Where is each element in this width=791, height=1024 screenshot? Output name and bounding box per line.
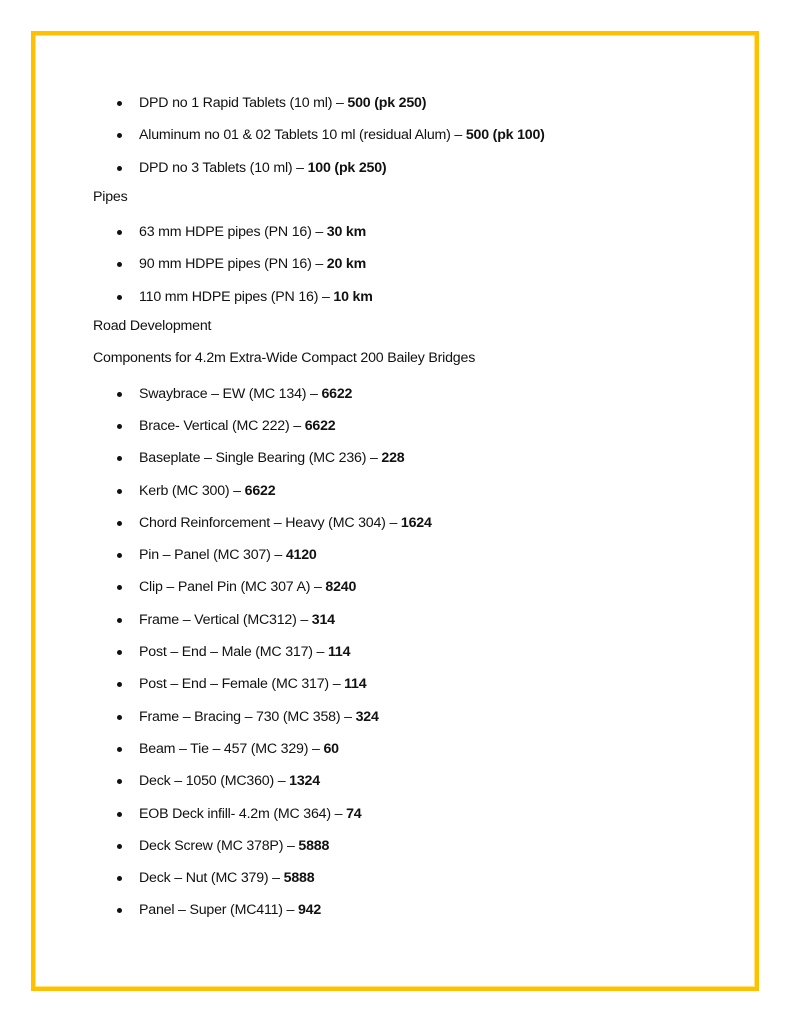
item-quantity: 1624 <box>400 514 432 531</box>
list-item <box>93 895 713 927</box>
list-item <box>93 637 713 669</box>
list-item <box>93 669 713 701</box>
bullet-icon <box>117 876 122 881</box>
bullet-icon <box>117 166 122 171</box>
item-label: DPD no 3 Tablets (10 ml) – <box>139 159 308 176</box>
bullet-icon <box>117 650 122 655</box>
bullet-icon <box>117 133 122 138</box>
section-heading-pipes: Pipes <box>93 188 128 205</box>
item-label: Deck Screw (MC 378P) – <box>139 837 299 854</box>
tablets-list <box>93 88 713 185</box>
item-quantity: 500 (pk 250) <box>347 95 427 111</box>
bullet-icon <box>117 230 122 235</box>
item-quantity: 228 <box>381 450 405 467</box>
list-item <box>93 799 713 831</box>
list-item <box>93 863 713 895</box>
document-content <box>93 88 713 928</box>
item-label: EOB Deck infill- 4.2m (MC 364) – <box>139 805 347 822</box>
item-label: Panel – Super (MC411) – <box>139 902 298 919</box>
list-item <box>93 766 713 798</box>
list-item <box>93 120 713 152</box>
list-item <box>93 508 713 540</box>
item-quantity: 100 (pk 250) <box>307 159 387 176</box>
list-item <box>93 734 713 766</box>
item-quantity: 114 <box>327 644 351 661</box>
item-quantity: 30 km <box>326 224 367 241</box>
list-item <box>93 702 713 734</box>
section-heading-road-development: Road Development <box>93 318 212 335</box>
item-label: 63 mm HDPE pipes (PN 16) – <box>139 224 327 241</box>
item-label: Deck – Nut (MC 379) – <box>139 870 284 887</box>
item-label: Deck – 1050 (MC360) – <box>139 773 290 790</box>
item-label: Beam – Tie – 457 (MC 329) – <box>139 740 324 757</box>
item-label: Kerb (MC 300) – <box>139 482 245 499</box>
bullet-icon <box>117 521 122 526</box>
list-item <box>93 217 713 249</box>
bullet-icon <box>117 779 122 784</box>
list-item <box>93 153 713 185</box>
item-label: Post – End – Male (MC 317) – <box>139 644 328 661</box>
list-item <box>93 88 713 120</box>
list-item <box>93 476 713 508</box>
bullet-icon <box>117 812 122 817</box>
item-label: Chord Reinforcement – Heavy (MC 304) – <box>139 514 401 531</box>
item-quantity: 5888 <box>298 837 330 854</box>
item-label: DPD no 1 Rapid Tablets (10 ml) – <box>139 95 348 111</box>
item-quantity: 20 km <box>326 256 367 273</box>
item-quantity: 500 (pk 100) <box>465 127 545 144</box>
bullet-icon <box>117 456 122 461</box>
item-quantity: 74 <box>346 805 362 822</box>
item-label: 90 mm HDPE pipes (PN 16) – <box>139 256 327 273</box>
item-label: Clip – Panel Pin (MC 307 A) – <box>139 579 326 596</box>
bullet-icon <box>117 553 122 558</box>
list-item <box>93 443 713 475</box>
bullet-icon <box>117 747 122 752</box>
item-quantity: 8240 <box>325 579 357 596</box>
bullet-icon <box>117 295 122 300</box>
item-quantity: 314 <box>311 611 335 628</box>
pipes-list <box>93 217 713 314</box>
bullet-icon <box>117 618 122 623</box>
item-quantity: 6622 <box>244 482 276 499</box>
bullet-icon <box>117 715 122 720</box>
item-quantity: 6622 <box>304 417 336 434</box>
item-label: Pin – Panel (MC 307) – <box>139 547 286 564</box>
list-item <box>93 540 713 572</box>
list-item <box>93 249 713 281</box>
bullet-icon <box>117 101 122 106</box>
item-label: Post – End – Female (MC 317) – <box>139 676 345 693</box>
bullet-icon <box>117 585 122 590</box>
item-quantity: 114 <box>344 676 367 693</box>
item-label: Frame – Vertical (MC312) – <box>139 611 312 628</box>
item-label: Aluminum no 01 & 02 Tablets 10 ml (residual Alum) – <box>139 127 466 144</box>
item-quantity: 324 <box>355 708 379 725</box>
item-label: Swaybrace – EW (MC 134) – <box>139 385 322 402</box>
item-quantity: 942 <box>297 902 322 919</box>
bullet-icon <box>117 262 122 267</box>
item-quantity: 6622 <box>321 385 353 402</box>
list-item <box>93 379 713 411</box>
list-item <box>93 572 713 604</box>
item-label: Frame – Bracing – 730 (MC 358) – <box>139 708 356 725</box>
item-label: Baseplate – Single Bearing (MC 236) – <box>139 450 382 467</box>
list-item <box>93 282 713 314</box>
bullet-icon <box>117 682 122 687</box>
bullet-icon <box>117 489 122 494</box>
section-subheading-bailey-bridges: Components for 4.2m Extra-Wide Compact 200 Bailey Bridges <box>93 350 476 367</box>
item-label: Brace- Vertical (MC 222) – <box>139 417 305 434</box>
item-quantity: 60 <box>323 740 339 757</box>
bullet-icon <box>117 908 122 913</box>
item-quantity: 1324 <box>289 773 320 790</box>
item-quantity: 10 km <box>333 288 373 305</box>
bullet-icon <box>117 424 122 429</box>
item-label: 110 mm HDPE pipes (PN 16) – <box>139 288 334 305</box>
item-quantity: 4120 <box>285 547 317 564</box>
list-item <box>93 831 713 863</box>
list-item <box>93 411 713 443</box>
item-quantity: 5888 <box>283 870 315 887</box>
bullet-icon <box>117 844 122 849</box>
bridge-components-list <box>93 379 713 928</box>
list-item <box>93 605 713 637</box>
bullet-icon <box>117 392 122 397</box>
